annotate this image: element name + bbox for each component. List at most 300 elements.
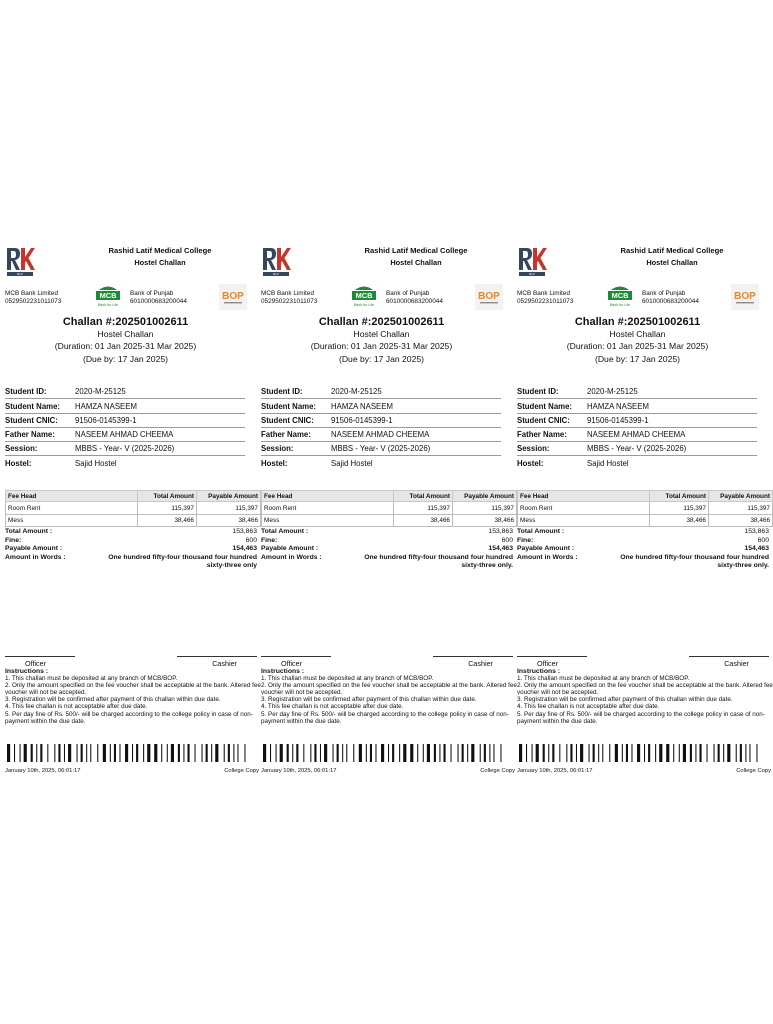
barcode-bar [399, 744, 400, 762]
total-amount-label: Total Amount : [517, 528, 565, 536]
instructions-title: Instructions : [261, 668, 305, 675]
challan-number: Challan #:202501002611 [62, 316, 189, 328]
barcode [5, 744, 251, 762]
total-amount-row [261, 528, 513, 536]
fine-row [517, 537, 769, 545]
college-name: Rashid Latif Medical College [620, 246, 724, 255]
payable-amount-cell: 38,466 [452, 514, 516, 527]
payable-amount-row [517, 545, 769, 553]
bank-mcb-name: MCB Bank Limited [517, 290, 570, 297]
payable-amount-cell: 115,397 [196, 502, 260, 515]
college-logo-text: RLK [529, 272, 535, 277]
printed-date: January 10th, 2025, 06:01:17 [5, 768, 81, 774]
bank-mcb-account: 0529502231011073 [5, 297, 62, 305]
barcode-bar [392, 744, 394, 762]
challan-type: Hostel Challan [609, 329, 666, 339]
student-info-row [261, 442, 501, 456]
barcode-bar [333, 744, 334, 762]
bank-mcb-info [5, 290, 61, 305]
barcode-bar [143, 744, 144, 762]
barcode-bar [707, 744, 708, 762]
barcode-bar [626, 744, 628, 762]
student-info-row [517, 414, 757, 428]
barcode-bar [161, 744, 162, 762]
bank-mcb-info [517, 290, 573, 305]
bop-logo-icon [731, 284, 759, 310]
fine-label: Fine: [517, 536, 534, 544]
mcb-logo-icon [605, 284, 635, 310]
barcode-bar [324, 744, 327, 762]
barcode-bar [532, 744, 533, 762]
officer-signature-line [5, 656, 75, 657]
fee-head-cell: Mess [262, 514, 394, 527]
instruction-item: 4. This fee challan is not acceptable after due date. [5, 703, 148, 711]
barcode-bar [154, 744, 157, 762]
barcode-bar [86, 744, 87, 762]
payable-amount-value: 154,463 [488, 545, 513, 553]
barcode-bar [552, 744, 554, 762]
barcode-bar [320, 744, 321, 762]
instruction-item: 2. Only the amount specified on the fee voucher shall be acceptable at the bank. Altered fee voucher will not be accepted. [261, 682, 517, 697]
barcode-bar [375, 744, 376, 762]
bop-logo-icon [475, 284, 503, 310]
challan-sheet [0, 240, 773, 780]
barcode-bar [388, 744, 389, 762]
barcode-bar [423, 744, 424, 762]
barcode [261, 744, 507, 762]
payable-amount-cell: 38,466 [708, 514, 772, 527]
instruction-item: 5. Per day fine of Rs. 500/- will be charged according to the college policy in case of non-payment within the due date. [5, 710, 253, 725]
barcode-bar [97, 744, 98, 762]
instruction-item: 3. Registration will be confirmed after payment of this challan within due date. [261, 696, 477, 704]
barcode-bar [543, 744, 545, 762]
bank-bop-name: Bank of Punjab [130, 290, 174, 297]
fee-table-header [262, 491, 517, 502]
barcode-bar [224, 744, 225, 762]
barcode-bar [637, 744, 640, 762]
barcode-bar [110, 744, 111, 762]
barcode-bar [58, 744, 60, 762]
challan-due-date: (Due by: 17 Jan 2025) [82, 353, 169, 364]
bank-details [5, 280, 256, 316]
fee-head-header: Fee Head [518, 491, 650, 502]
fine-value: 600 [245, 536, 257, 544]
fine-label: Fine: [261, 536, 278, 544]
barcode-bar [359, 744, 362, 762]
bank-bop-account: 6010000683200044 [130, 297, 187, 305]
payable-amount-value: 154,463 [744, 545, 769, 553]
student-cnic-value: 91506-0145399-1 [75, 415, 137, 425]
bank-mcb-info [261, 290, 317, 305]
barcode-bar [736, 744, 737, 762]
barcode-bar [740, 744, 742, 762]
totals [5, 528, 257, 553]
student-info-row [5, 456, 245, 470]
instruction-item: 1. This challan must be deposited at any branch of MCB/BOP. [261, 675, 434, 683]
barcode-bar [589, 744, 590, 762]
fee-head-header: Fee Head [262, 491, 394, 502]
challan-header [517, 240, 768, 280]
barcode-bar [77, 744, 78, 762]
barcode-bar [270, 744, 271, 762]
barcode [517, 744, 763, 762]
total-amount-row [517, 528, 769, 536]
bank-mcb-name: MCB Bank Limited [5, 290, 58, 297]
student-info-row [5, 428, 245, 442]
fee-table [517, 490, 773, 527]
fee-table-header [6, 491, 261, 502]
barcode-bar [287, 744, 289, 762]
amount-in-words-label: Amount in Words : [261, 553, 322, 561]
hostel-label: Hostel: [517, 458, 544, 468]
copy-type: College Copy [736, 768, 771, 774]
session-value: MBBS - Year- V (2025-2026) [331, 444, 431, 454]
session-label: Session: [517, 444, 550, 454]
printed-date: January 10th, 2025, 06:01:17 [261, 768, 337, 774]
barcode-bar [381, 744, 384, 762]
bank-bop-info [130, 290, 187, 305]
barcode-bar [342, 744, 343, 762]
instruction-item: 1. This challan must be deposited at any branch of MCB/BOP. [517, 675, 690, 683]
challan-copy [0, 240, 261, 780]
barcode-bar [215, 744, 218, 762]
barcode-bar [7, 744, 10, 762]
cashier-label: Cashier [212, 659, 237, 668]
bank-bop-account: 6010000683200044 [386, 297, 443, 305]
total-amount-value: 153,863 [744, 528, 769, 536]
challan-duration: (Duration: 01 Jan 2025-31 Mar 2025) [566, 341, 709, 352]
barcode-bar [444, 744, 446, 762]
barcode-bar [353, 744, 354, 762]
barcode-bar [714, 744, 715, 762]
total-amount-cell: 115,397 [138, 502, 197, 515]
amount-in-words-value: One hundred fifty-four thousand four hundred sixty-three only. [364, 553, 513, 569]
bank-mcb-account: 0529502231011073 [517, 297, 574, 305]
barcode-bar [655, 744, 656, 762]
college-logo-text: RLK [273, 272, 279, 277]
hostel-value: Sajid Hostel [587, 458, 629, 468]
cashier-label: Cashier [468, 659, 493, 668]
payable-amount-label: Payable Amount : [517, 545, 575, 553]
amount-in-words [5, 554, 257, 571]
barcode-bar [673, 744, 674, 762]
student-name-label: Student Name: [261, 401, 317, 411]
student-info-row [5, 442, 245, 456]
payable-amount-cell: 38,466 [196, 514, 260, 527]
total-amount-value: 153,863 [232, 528, 257, 536]
student-info-row [517, 428, 757, 442]
barcode-bar [233, 744, 234, 762]
bank-details [261, 280, 512, 316]
barcode-bar [559, 744, 560, 762]
instruction-item: 3. Registration will be confirmed after payment of this challan within due date. [5, 696, 221, 704]
student-name-label: Student Name: [5, 401, 61, 411]
amount-in-words-value: One hundred fifty-four thousand four hundred sixty-three only [108, 553, 257, 569]
table-row [262, 514, 517, 527]
amount-in-words-label: Amount in Words : [5, 553, 66, 561]
barcode-bar [548, 744, 549, 762]
barcode-bar [566, 744, 567, 762]
amount-in-words [517, 554, 769, 571]
barcode-bar [410, 744, 413, 762]
barcode-bar [183, 744, 184, 762]
total-amount-row [5, 528, 257, 536]
instructions [517, 668, 773, 725]
officer-signature-line [261, 656, 331, 657]
fee-table [261, 490, 517, 527]
student-id-label: Student ID: [261, 387, 303, 397]
copy-type: College Copy [224, 768, 259, 774]
total-amount-label: Total Amount : [5, 528, 53, 536]
svg-text:MCB: MCB [611, 291, 629, 301]
barcode-bar [644, 744, 645, 762]
barcode-bar [489, 744, 490, 762]
student-cnic-value: 91506-0145399-1 [587, 415, 649, 425]
barcode-bar [723, 744, 724, 762]
barcode-bar [615, 744, 618, 762]
barcode-bar [202, 744, 203, 762]
barcode-bar [666, 744, 669, 762]
total-amount-cell: 38,466 [138, 514, 197, 527]
total-amount-label: Total Amount : [261, 528, 309, 536]
fine-value: 600 [757, 536, 769, 544]
barcode-bar [171, 744, 174, 762]
barcode-bar [136, 744, 138, 762]
barcode-bar [648, 744, 650, 762]
total-amount-value: 153,863 [488, 528, 513, 536]
document-title: Hostel Challan [390, 258, 442, 267]
fine-row [5, 537, 257, 545]
hostel-label: Hostel: [5, 458, 32, 468]
father-name-value: NASEEM AHMAD CHEEMA [587, 429, 686, 439]
barcode-bar [167, 744, 168, 762]
barcode-bar [195, 744, 196, 762]
challan-footer [261, 768, 515, 774]
barcode-bar [47, 744, 48, 762]
svg-text:MCB: MCB [355, 291, 373, 301]
student-cnic-value: 91506-0145399-1 [331, 415, 393, 425]
instruction-item: 4. This fee challan is not acceptable after due date. [261, 703, 404, 711]
mcb-tagline: Bank for Life [609, 303, 631, 307]
bank-bop-name: Bank of Punjab [642, 290, 686, 297]
fee-head-cell: Mess [6, 514, 138, 527]
payable-amount-row [261, 545, 513, 553]
barcode-bar [434, 744, 436, 762]
cashier-signature-line [689, 656, 769, 657]
instruction-item: 2. Only the amount specified on the fee voucher shall be acceptable at the bank. Altered fee voucher will not be accepted. [5, 682, 261, 697]
barcode-bar [679, 744, 680, 762]
table-row [262, 502, 517, 515]
college-name: Rashid Latif Medical College [108, 246, 212, 255]
bank-bop-info [386, 290, 443, 305]
student-cnic-label: Student CNIC: [261, 415, 314, 425]
student-info-row [517, 442, 757, 456]
student-id-value: 2020-M-25125 [75, 387, 126, 397]
document-title: Hostel Challan [646, 258, 698, 267]
barcode-bar [366, 744, 367, 762]
barcode-bar [125, 744, 128, 762]
student-info-row [261, 414, 501, 428]
bop-logo-text: BOP [478, 291, 500, 302]
barcode-bar [206, 744, 208, 762]
barcode-bar [14, 744, 15, 762]
barcode-bar [68, 744, 71, 762]
student-info-row [261, 399, 501, 413]
session-value: MBBS - Year- V (2025-2026) [587, 444, 687, 454]
barcode-bar [292, 744, 293, 762]
challan-header [5, 240, 256, 280]
bank-mcb-account: 0529502231011073 [261, 297, 318, 305]
total-amount-header: Total Amount [138, 491, 197, 502]
barcode-bar [745, 744, 746, 762]
student-info-row [5, 399, 245, 413]
challan-type: Hostel Challan [353, 329, 410, 339]
student-info-row [261, 456, 501, 470]
fee-table-header [518, 491, 773, 502]
barcode-bar [228, 744, 230, 762]
barcode-bar [81, 744, 83, 762]
father-name-label: Father Name: [261, 429, 311, 439]
barcode-bar [749, 744, 750, 762]
total-amount-header: Total Amount [650, 491, 709, 502]
table-row [6, 502, 261, 515]
hostel-label: Hostel: [261, 458, 288, 468]
barcode-bar [280, 744, 283, 762]
barcode-bar [467, 744, 468, 762]
table-row [518, 502, 773, 515]
barcode-bar [427, 744, 430, 762]
instructions [261, 668, 517, 725]
student-info-row [261, 385, 501, 399]
challan-footer [5, 768, 259, 774]
fee-head-cell: Room Rent [262, 502, 394, 515]
barcode-bar [147, 744, 150, 762]
barcode-bar [346, 744, 347, 762]
instructions [5, 668, 261, 725]
barcode-bar [659, 744, 662, 762]
challan-number: Challan #:202501002611 [574, 316, 701, 328]
cashier-signature-line [177, 656, 257, 657]
barcode-bar [622, 744, 623, 762]
fee-head-cell: Room Rent [518, 502, 650, 515]
challan-number: Challan #:202501002611 [318, 316, 445, 328]
totals [261, 528, 513, 553]
total-amount-cell: 115,397 [650, 502, 709, 515]
barcode-bar [370, 744, 372, 762]
student-cnic-label: Student CNIC: [517, 415, 570, 425]
bank-bop-account: 6010000683200044 [642, 297, 699, 305]
bop-logo-text: BOP [734, 291, 756, 302]
challan-copy [512, 240, 773, 780]
barcode-bar [54, 744, 55, 762]
barcode-bar [683, 744, 686, 762]
barcode-bar [403, 744, 406, 762]
bop-logo-text: BOP [222, 291, 244, 302]
barcode-bar [417, 744, 418, 762]
student-info-row [517, 385, 757, 399]
student-id-label: Student ID: [517, 387, 559, 397]
barcode-bar [718, 744, 720, 762]
student-id-label: Student ID: [5, 387, 47, 397]
challan-due-date: (Due by: 17 Jan 2025) [338, 353, 425, 364]
fine-label: Fine: [5, 536, 22, 544]
copy-type: College Copy [480, 768, 515, 774]
barcode-bar [593, 744, 595, 762]
officer-label: Officer [537, 659, 559, 668]
barcode-bar [114, 744, 116, 762]
barcode-bar [570, 744, 572, 762]
barcode-bar [536, 744, 539, 762]
college-logo-text: RLK [17, 272, 23, 277]
instruction-item: 5. Per day fine of Rs. 500/- will be charged according to the college policy in case of non-payment within the due date. [261, 710, 509, 725]
challan-duration: (Duration: 01 Jan 2025-31 Mar 2025) [310, 341, 453, 352]
table-row [6, 514, 261, 527]
instructions-title: Instructions : [5, 668, 49, 675]
hostel-value: Sajid Hostel [75, 458, 117, 468]
total-amount-cell: 115,397 [394, 502, 453, 515]
fee-head-cell: Mess [518, 514, 650, 527]
college-name: Rashid Latif Medical College [364, 246, 468, 255]
amount-in-words-value: One hundred fifty-four thousand four hundred sixty-three only. [620, 553, 769, 569]
barcode-bar [500, 744, 501, 762]
student-info-row [261, 428, 501, 442]
session-label: Session: [261, 444, 294, 454]
total-amount-header: Total Amount [394, 491, 453, 502]
challan-header [261, 240, 512, 280]
barcode-bar [580, 744, 583, 762]
barcode-bar [695, 744, 696, 762]
fee-head-header: Fee Head [6, 491, 138, 502]
father-name-value: NASEEM AHMAD CHEEMA [75, 429, 174, 439]
barcode-bar [493, 744, 494, 762]
barcode-bar [188, 744, 190, 762]
totals [517, 528, 769, 553]
challan-duration: (Duration: 01 Jan 2025-31 Mar 2025) [54, 341, 197, 352]
challan-footer [517, 768, 771, 774]
barcode-bar [471, 744, 474, 762]
instruction-item: 2. Only the amount specified on the fee voucher shall be acceptable at the bank. Altered fee voucher will not be accepted. [517, 682, 773, 697]
challan-copy [256, 240, 517, 780]
student-info-row [5, 385, 245, 399]
barcode-bar [727, 744, 730, 762]
officer-label: Officer [25, 659, 47, 668]
document-title: Hostel Challan [134, 258, 186, 267]
payable-amount-cell: 115,397 [708, 502, 772, 515]
barcode-bar [119, 744, 120, 762]
student-id-value: 2020-M-25125 [587, 387, 638, 397]
amount-in-words [261, 554, 513, 571]
barcode-bar [458, 744, 459, 762]
mcb-logo-icon [93, 284, 123, 310]
barcode-bar [451, 744, 452, 762]
instruction-item: 3. Registration will be confirmed after payment of this challan within due date. [517, 696, 733, 704]
barcode-bar [602, 744, 603, 762]
fine-value: 600 [501, 536, 513, 544]
barcode-bar [296, 744, 298, 762]
barcode-bar [609, 744, 610, 762]
barcode-bar [480, 744, 481, 762]
bank-bop-info [642, 290, 699, 305]
student-id-value: 2020-M-25125 [331, 387, 382, 397]
barcode-bar [631, 744, 632, 762]
table-row [518, 514, 773, 527]
payable-amount-header: Payable Amount [708, 491, 772, 502]
challan-due-date: (Due by: 17 Jan 2025) [594, 353, 681, 364]
barcode-bar [700, 744, 702, 762]
fee-head-cell: Room Rent [6, 502, 138, 515]
barcode-bar [244, 744, 245, 762]
payable-amount-header: Payable Amount [196, 491, 260, 502]
